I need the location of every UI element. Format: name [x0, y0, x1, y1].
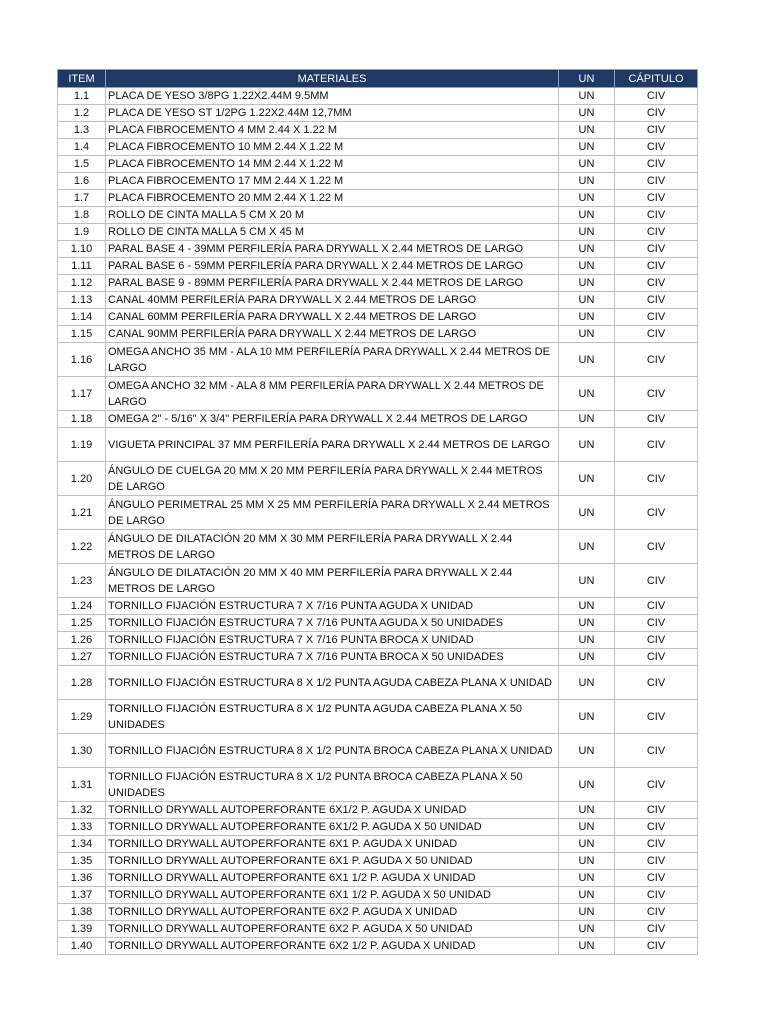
cell-capitulo[interactable]: CIV	[615, 377, 698, 411]
cell-item[interactable]: 1.24	[58, 598, 106, 615]
cell-un[interactable]: UN	[559, 428, 615, 462]
table-row	[58, 649, 698, 666]
cell-item[interactable]: 1.8	[58, 207, 106, 224]
cell-item[interactable]: 1.12	[58, 275, 106, 292]
cell-un[interactable]: UN	[559, 309, 615, 326]
table-row	[58, 921, 698, 938]
cell-un[interactable]: UN	[559, 122, 615, 139]
cell-material[interactable]: CANAL 40MM PERFILERÍA PARA DRYWALL X 2.44 METROS DE LARGO	[106, 292, 559, 309]
cell-item[interactable]: 1.6	[58, 173, 106, 190]
cell-capitulo[interactable]: CIV	[615, 139, 698, 156]
cell-item[interactable]: 1.5	[58, 156, 106, 173]
table-row	[58, 105, 698, 122]
cell-un[interactable]: UN	[559, 326, 615, 343]
cell-capitulo[interactable]: CIV	[615, 870, 698, 887]
cell-item[interactable]: 1.7	[58, 190, 106, 207]
cell-un[interactable]: UN	[559, 139, 615, 156]
cell-item[interactable]: 1.23	[58, 564, 106, 598]
cell-material[interactable]: OMEGA ANCHO 32 MM - ALA 8 MM PERFILERÍA PARA DRYWALL X 2.44 METROS DE LARGO	[106, 377, 559, 411]
cell-item[interactable]: 1.29	[58, 700, 106, 734]
cell-item[interactable]: 1.35	[58, 853, 106, 870]
header-capitulo[interactable]: CÁPITULO	[615, 70, 698, 88]
cell-capitulo[interactable]: CIV	[615, 904, 698, 921]
cell-un[interactable]: UN	[559, 190, 615, 207]
cell-material[interactable]: PLACA FIBROCEMENTO 4 MM 2.44 X 1.22 M	[106, 122, 559, 139]
cell-capitulo[interactable]: CIV	[615, 819, 698, 836]
cell-capitulo[interactable]: CIV	[615, 190, 698, 207]
cell-un[interactable]: UN	[559, 462, 615, 496]
table-row	[58, 428, 698, 462]
table-row	[58, 377, 698, 411]
table-row	[58, 343, 698, 377]
table-row	[58, 309, 698, 326]
cell-item[interactable]: 1.17	[58, 377, 106, 411]
cell-capitulo[interactable]: CIV	[615, 224, 698, 241]
cell-item[interactable]: 1.27	[58, 649, 106, 666]
cell-un[interactable]: UN	[559, 258, 615, 275]
cell-item[interactable]: 1.28	[58, 666, 106, 700]
cell-material[interactable]: TORNILLO DRYWALL AUTOPERFORANTE 6X1/2 P. AGUDA X UNIDAD	[106, 802, 559, 819]
cell-capitulo[interactable]: CIV	[615, 309, 698, 326]
cell-item[interactable]: 1.9	[58, 224, 106, 241]
cell-un[interactable]: UN	[559, 734, 615, 768]
cell-capitulo[interactable]: CIV	[615, 632, 698, 649]
cell-material[interactable]: CANAL 90MM PERFILERÍA PARA DRYWALL X 2.44 METROS DE LARGO	[106, 326, 559, 343]
cell-un[interactable]: UN	[559, 615, 615, 632]
cell-material[interactable]: TORNILLO FIJACIÓN ESTRUCTURA 8 X 1/2 PUNTA AGUDA CABEZA PLANA X 50 UNIDADES	[106, 700, 559, 734]
table-row	[58, 462, 698, 496]
cell-un[interactable]: UN	[559, 173, 615, 190]
cell-material[interactable]: PLACA FIBROCEMENTO 17 MM 2.44 X 1.22 M	[106, 173, 559, 190]
cell-item[interactable]: 1.26	[58, 632, 106, 649]
cell-material[interactable]: ÁNGULO DE DILATACIÓN 20 MM X 40 MM PERFILERÍA PARA DRYWALL X 2.44 METROS DE LARGO	[106, 564, 559, 598]
table-row	[58, 190, 698, 207]
cell-material[interactable]: PLACA FIBROCEMENTO 20 MM 2.44 X 1.22 M	[106, 190, 559, 207]
table-row	[58, 938, 698, 955]
table-row	[58, 411, 698, 428]
table-row	[58, 564, 698, 598]
cell-item[interactable]: 1.37	[58, 887, 106, 904]
cell-un[interactable]: UN	[559, 819, 615, 836]
cell-capitulo[interactable]: CIV	[615, 768, 698, 802]
cell-capitulo[interactable]: CIV	[615, 649, 698, 666]
cell-capitulo[interactable]: CIV	[615, 530, 698, 564]
cell-un[interactable]: UN	[559, 870, 615, 887]
cell-material[interactable]: TORNILLO DRYWALL AUTOPERFORANTE 6X2 P. AGUDA X 50 UNIDAD	[106, 921, 559, 938]
table-row	[58, 870, 698, 887]
cell-un[interactable]: UN	[559, 802, 615, 819]
table-row	[58, 768, 698, 802]
cell-item[interactable]: 1.10	[58, 241, 106, 258]
cell-capitulo[interactable]: CIV	[615, 88, 698, 105]
table-row	[58, 598, 698, 615]
table-row	[58, 122, 698, 139]
cell-capitulo[interactable]: CIV	[615, 615, 698, 632]
cell-un[interactable]: UN	[559, 887, 615, 904]
cell-material[interactable]: ÁNGULO DE CUELGA 20 MM X 20 MM PERFILERÍA PARA DRYWALL X 2.44 METROS DE LARGO	[106, 462, 559, 496]
cell-capitulo[interactable]: CIV	[615, 853, 698, 870]
cell-un[interactable]: UN	[559, 156, 615, 173]
cell-un[interactable]: UN	[559, 904, 615, 921]
cell-material[interactable]: ÁNGULO PERIMETRAL 25 MM X 25 MM PERFILERÍA PARA DRYWALL X 2.44 METROS DE LARGO	[106, 496, 559, 530]
cell-item[interactable]: 1.1	[58, 88, 106, 105]
header-un[interactable]: UN	[559, 70, 615, 88]
cell-capitulo[interactable]: CIV	[615, 564, 698, 598]
cell-capitulo[interactable]: CIV	[615, 734, 698, 768]
cell-material[interactable]: TORNILLO DRYWALL AUTOPERFORANTE 6X1 P. AGUDA X 50 UNIDAD	[106, 853, 559, 870]
cell-item[interactable]: 1.39	[58, 921, 106, 938]
cell-item[interactable]: 1.30	[58, 734, 106, 768]
cell-material[interactable]: CANAL 60MM PERFILERÍA PARA DRYWALL X 2.44 METROS DE LARGO	[106, 309, 559, 326]
cell-capitulo[interactable]: CIV	[615, 700, 698, 734]
table-row	[58, 700, 698, 734]
cell-material[interactable]: PLACA DE YESO ST 1/2PG 1.22X2.44M 12,7MM	[106, 105, 559, 122]
cell-item[interactable]: 1.11	[58, 258, 106, 275]
cell-capitulo[interactable]: CIV	[615, 887, 698, 904]
table-row	[58, 156, 698, 173]
table-row	[58, 853, 698, 870]
cell-un[interactable]: UN	[559, 768, 615, 802]
cell-capitulo[interactable]: CIV	[615, 836, 698, 853]
cell-capitulo[interactable]: CIV	[615, 326, 698, 343]
cell-item[interactable]: 1.33	[58, 819, 106, 836]
cell-capitulo[interactable]: CIV	[615, 666, 698, 700]
cell-capitulo[interactable]: CIV	[615, 241, 698, 258]
cell-un[interactable]: UN	[559, 292, 615, 309]
cell-un[interactable]: UN	[559, 496, 615, 530]
cell-capitulo[interactable]: CIV	[615, 173, 698, 190]
cell-un[interactable]: UN	[559, 275, 615, 292]
cell-item[interactable]: 1.36	[58, 870, 106, 887]
cell-item[interactable]: 1.21	[58, 496, 106, 530]
cell-material[interactable]: PARAL BASE 9 - 89MM PERFILERÍA PARA DRYWALL X 2.44 METROS DE LARGO	[106, 275, 559, 292]
cell-un[interactable]: UN	[559, 343, 615, 377]
cell-item[interactable]: 1.15	[58, 326, 106, 343]
table-row	[58, 734, 698, 768]
cell-un[interactable]: UN	[559, 666, 615, 700]
table-row	[58, 224, 698, 241]
cell-un[interactable]: UN	[559, 938, 615, 955]
cell-capitulo[interactable]: CIV	[615, 156, 698, 173]
cell-material[interactable]: PLACA FIBROCEMENTO 14 MM 2.44 X 1.22 M	[106, 156, 559, 173]
table-row	[58, 530, 698, 564]
table-row	[58, 666, 698, 700]
table-row	[58, 632, 698, 649]
cell-item[interactable]: 1.18	[58, 411, 106, 428]
table-row	[58, 819, 698, 836]
cell-material[interactable]: ÁNGULO DE DILATACIÓN 20 MM X 30 MM PERFILERÍA PARA DRYWALL X 2.44 METROS DE LARGO	[106, 530, 559, 564]
cell-capitulo[interactable]: CIV	[615, 105, 698, 122]
table-row	[58, 904, 698, 921]
cell-material[interactable]: VIGUETA PRINCIPAL 37 MM PERFILERÍA PARA DRYWALL X 2.44 METROS DE LARGO	[106, 428, 559, 462]
table-row	[58, 887, 698, 904]
cell-material[interactable]: ROLLO DE CINTA MALLA 5 CM X 45 M	[106, 224, 559, 241]
cell-item[interactable]: 1.2	[58, 105, 106, 122]
cell-material[interactable]: TORNILLO FIJACIÓN ESTRUCTURA 7 X 7/16 PUNTA BROCA X UNIDAD	[106, 632, 559, 649]
cell-capitulo[interactable]: CIV	[615, 598, 698, 615]
cell-item[interactable]: 1.3	[58, 122, 106, 139]
cell-capitulo[interactable]: CIV	[615, 802, 698, 819]
cell-material[interactable]: PLACA FIBROCEMENTO 10 MM 2.44 X 1.22 M	[106, 139, 559, 156]
cell-capitulo[interactable]: CIV	[615, 462, 698, 496]
cell-capitulo[interactable]: CIV	[615, 938, 698, 955]
cell-un[interactable]: UN	[559, 88, 615, 105]
cell-capitulo[interactable]: CIV	[615, 428, 698, 462]
cell-item[interactable]: 1.38	[58, 904, 106, 921]
cell-material[interactable]: PARAL BASE 6 - 59MM PERFILERÍA PARA DRYWALL X 2.44 METROS DE LARGO	[106, 258, 559, 275]
cell-capitulo[interactable]: CIV	[615, 207, 698, 224]
cell-material[interactable]: PARAL BASE 4 - 39MM PERFILERÍA PARA DRYWALL X 2.44 METROS DE LARGO	[106, 241, 559, 258]
cell-material[interactable]: TORNILLO DRYWALL AUTOPERFORANTE 6X1 P. AGUDA X UNIDAD	[106, 836, 559, 853]
cell-un[interactable]: UN	[559, 411, 615, 428]
cell-un[interactable]: UN	[559, 921, 615, 938]
table-row	[58, 207, 698, 224]
cell-material[interactable]: ROLLO DE CINTA MALLA 5 CM X 20 M	[106, 207, 559, 224]
cell-material[interactable]: TORNILLO DRYWALL AUTOPERFORANTE 6X1 1/2 P. AGUDA X 50 UNIDAD	[106, 887, 559, 904]
table-row	[58, 241, 698, 258]
cell-capitulo[interactable]: CIV	[615, 292, 698, 309]
cell-un[interactable]: UN	[559, 207, 615, 224]
header-item[interactable]: ITEM	[58, 70, 106, 88]
cell-material[interactable]: TORNILLO FIJACIÓN ESTRUCTURA 8 X 1/2 PUNTA BROCA CABEZA PLANA X UNIDAD	[106, 734, 559, 768]
cell-un[interactable]: UN	[559, 564, 615, 598]
cell-item[interactable]: 1.25	[58, 615, 106, 632]
cell-capitulo[interactable]: CIV	[615, 275, 698, 292]
cell-un[interactable]: UN	[559, 377, 615, 411]
cell-material[interactable]: TORNILLO FIJACIÓN ESTRUCTURA 7 X 7/16 PUNTA AGUDA X UNIDAD	[106, 598, 559, 615]
table-row	[58, 292, 698, 309]
cell-item[interactable]: 1.14	[58, 309, 106, 326]
table-row	[58, 802, 698, 819]
cell-material[interactable]: TORNILLO DRYWALL AUTOPERFORANTE 6X2 P. AGUDA X UNIDAD	[106, 904, 559, 921]
cell-material[interactable]: TORNILLO FIJACIÓN ESTRUCTURA 7 X 7/16 PUNTA BROCA X 50 UNIDADES	[106, 649, 559, 666]
table-row	[58, 615, 698, 632]
cell-un[interactable]: UN	[559, 853, 615, 870]
cell-material[interactable]: OMEGA ANCHO 35 MM - ALA 10 MM PERFILERÍA PARA DRYWALL X 2.44 METROS DE LARGO	[106, 343, 559, 377]
cell-capitulo[interactable]: CIV	[615, 496, 698, 530]
cell-un[interactable]: UN	[559, 241, 615, 258]
table-row	[58, 836, 698, 853]
table-row	[58, 173, 698, 190]
cell-un[interactable]: UN	[559, 598, 615, 615]
cell-item[interactable]: 1.40	[58, 938, 106, 955]
cell-item[interactable]: 1.34	[58, 836, 106, 853]
cell-un[interactable]: UN	[559, 105, 615, 122]
cell-material[interactable]: OMEGA 2" - 5/16" X 3/4" PERFILERÍA PARA DRYWALL X 2.44 METROS DE LARGO	[106, 411, 559, 428]
cell-item[interactable]: 1.19	[58, 428, 106, 462]
cell-item[interactable]: 1.13	[58, 292, 106, 309]
cell-un[interactable]: UN	[559, 530, 615, 564]
cell-capitulo[interactable]: CIV	[615, 122, 698, 139]
cell-capitulo[interactable]: CIV	[615, 921, 698, 938]
table-row	[58, 496, 698, 530]
cell-material[interactable]: TORNILLO DRYWALL AUTOPERFORANTE 6X1 1/2 P. AGUDA X UNIDAD	[106, 870, 559, 887]
cell-material[interactable]: TORNILLO FIJACIÓN ESTRUCTURA 8 X 1/2 PUNTA AGUDA CABEZA PLANA X UNIDAD	[106, 666, 559, 700]
cell-item[interactable]: 1.16	[58, 343, 106, 377]
header-materiales[interactable]: MATERIALES	[106, 70, 559, 88]
cell-un[interactable]: UN	[559, 700, 615, 734]
cell-un[interactable]: UN	[559, 649, 615, 666]
cell-capitulo[interactable]: CIV	[615, 411, 698, 428]
cell-un[interactable]: UN	[559, 632, 615, 649]
table-row	[58, 139, 698, 156]
cell-item[interactable]: 1.4	[58, 139, 106, 156]
materials-table	[57, 69, 698, 955]
cell-material[interactable]: PLACA DE YESO 3/8PG 1.22X2.44M 9.5MM	[106, 88, 559, 105]
table-row	[58, 326, 698, 343]
cell-material[interactable]: TORNILLO DRYWALL AUTOPERFORANTE 6X2 1/2 P. AGUDA X UNIDAD	[106, 938, 559, 955]
cell-item[interactable]: 1.32	[58, 802, 106, 819]
cell-material[interactable]: TORNILLO FIJACIÓN ESTRUCTURA 8 X 1/2 PUNTA BROCA CABEZA PLANA X 50 UNIDADES	[106, 768, 559, 802]
cell-un[interactable]: UN	[559, 224, 615, 241]
cell-item[interactable]: 1.20	[58, 462, 106, 496]
table-row	[58, 88, 698, 105]
cell-capitulo[interactable]: CIV	[615, 343, 698, 377]
cell-item[interactable]: 1.22	[58, 530, 106, 564]
cell-material[interactable]: TORNILLO FIJACIÓN ESTRUCTURA 7 X 7/16 PUNTA AGUDA X 50 UNIDADES	[106, 615, 559, 632]
header-row	[58, 70, 698, 88]
cell-item[interactable]: 1.31	[58, 768, 106, 802]
table-row	[58, 275, 698, 292]
cell-capitulo[interactable]: CIV	[615, 258, 698, 275]
table-row	[58, 258, 698, 275]
cell-un[interactable]: UN	[559, 836, 615, 853]
cell-material[interactable]: TORNILLO DRYWALL AUTOPERFORANTE 6X1/2 P. AGUDA X 50 UNIDAD	[106, 819, 559, 836]
